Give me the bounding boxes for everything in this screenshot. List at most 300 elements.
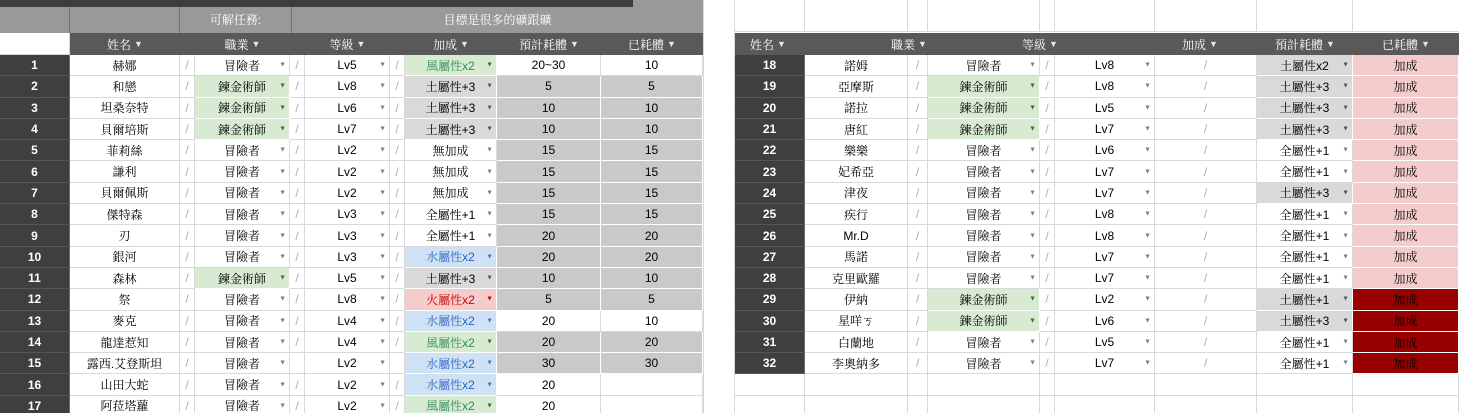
empty-cell <box>735 396 805 413</box>
attribute-dropdown[interactable]: 土屬性+3 ▼ <box>1257 76 1353 97</box>
used-cost-cell[interactable] <box>601 396 703 413</box>
filter-icon[interactable]: ▼ <box>918 39 927 49</box>
name-cell[interactable]: Mr.D <box>805 225 908 246</box>
bonus-status-cell[interactable]: 加成 <box>1353 119 1459 140</box>
name-cell[interactable]: 銀河 <box>70 247 180 268</box>
row-number: 3 <box>0 98 70 119</box>
job-dropdown[interactable]: 冒險者 ▼ <box>928 55 1040 76</box>
separator-cell: / <box>180 268 195 289</box>
job-dropdown[interactable]: 冒險者 ▼ <box>928 225 1040 246</box>
bonus-dropdown[interactable]: 無加成 ▼ <box>405 140 497 161</box>
separator-cell: / <box>390 76 405 97</box>
bonus-status-cell[interactable]: 加成 <box>1353 268 1459 289</box>
level-dropdown[interactable]: Lv2 ▼ <box>305 396 390 413</box>
job-dropdown[interactable]: 鍊金術師 ▼ <box>195 119 290 140</box>
estimated-cost-cell[interactable]: 10 <box>497 119 601 140</box>
job-dropdown[interactable]: 冒險者 ▼ <box>928 332 1040 353</box>
row-number: 5 <box>0 140 70 161</box>
separator-cell: / <box>290 119 305 140</box>
bonus-status-cell[interactable]: 加成 <box>1353 225 1459 246</box>
estimated-cost-cell[interactable]: 5 <box>497 76 601 97</box>
job-dropdown[interactable]: 冒險者 ▼ <box>928 268 1040 289</box>
used-cost-cell[interactable]: 15 <box>601 140 703 161</box>
name-cell[interactable]: 馬諾 <box>805 247 908 268</box>
name-cell[interactable]: 克里歐羅 <box>805 268 908 289</box>
attribute-dropdown[interactable]: 土屬性+3 ▼ <box>1257 98 1353 119</box>
attribute-dropdown[interactable]: 土屬性+1 ▼ <box>1257 289 1353 310</box>
empty-cell <box>1040 374 1055 395</box>
dropdown-arrow-icon: ▼ <box>379 295 386 303</box>
empty-cell <box>928 374 1040 395</box>
separator-cell: / <box>180 161 195 182</box>
name-cell[interactable]: 祭 <box>70 289 180 310</box>
name-cell[interactable]: 星咩ㄎ <box>805 311 908 332</box>
estimated-cost-cell[interactable]: 15 <box>497 140 601 161</box>
filter-icon[interactable]: ▼ <box>667 39 676 49</box>
dropdown-arrow-icon: ▼ <box>279 104 286 112</box>
estimated-cost-cell[interactable]: 15 <box>497 183 601 204</box>
separator-cell: / <box>180 374 195 395</box>
name-cell[interactable]: 諾拉 <box>805 98 908 119</box>
row-number: 4 <box>0 119 70 140</box>
bonus-dropdown[interactable]: 土屬性+3 ▼ <box>405 76 497 97</box>
level-dropdown[interactable]: Lv8 ▼ <box>305 289 390 310</box>
job-dropdown[interactable]: 冒險者 ▼ <box>195 332 290 353</box>
empty-cell <box>928 396 1040 413</box>
filter-icon[interactable]: ▼ <box>356 39 366 49</box>
attribute-dropdown[interactable]: 全屬性+1 ▼ <box>1257 140 1353 161</box>
bonus-dropdown[interactable]: 風屬性x2 ▼ <box>405 332 497 353</box>
used-cost-cell[interactable]: 20 <box>601 225 703 246</box>
bonus-status-cell[interactable]: 加成 <box>1353 55 1459 76</box>
bonus-dropdown[interactable]: 全屬性+1 ▼ <box>405 225 497 246</box>
dropdown-arrow-icon: ▼ <box>1342 359 1349 367</box>
used-cost-cell[interactable]: 10 <box>601 268 703 289</box>
separator-cell: / <box>180 353 195 374</box>
dropdown-arrow-icon: ▼ <box>279 232 286 240</box>
estimated-cost-cell[interactable]: 20~30 <box>497 55 601 76</box>
name-cell[interactable]: 露西.艾登斯坦 <box>70 353 180 374</box>
level-dropdown[interactable]: Lv7 ▼ <box>1055 353 1155 374</box>
separator-cell: / <box>390 311 405 332</box>
bonus-dropdown[interactable]: 風屬性x2 ▼ <box>405 55 497 76</box>
dropdown-arrow-icon: ▼ <box>486 274 493 282</box>
estimated-cost-cell[interactable]: 20 <box>497 374 601 395</box>
separator-cell: / <box>180 140 195 161</box>
filter-icon[interactable]: ▼ <box>570 39 579 49</box>
separator-cell: / <box>1155 332 1257 353</box>
bonus-status-cell[interactable]: 加成 <box>1353 98 1459 119</box>
separator-cell: / <box>390 55 405 76</box>
dropdown-arrow-icon: ▼ <box>486 61 493 69</box>
attribute-dropdown[interactable]: 土屬性+3 ▼ <box>1257 311 1353 332</box>
separator-cell: / <box>1040 119 1055 140</box>
job-dropdown[interactable]: 冒險者 ▼ <box>928 247 1040 268</box>
separator-cell: / <box>290 183 305 204</box>
dropdown-arrow-icon: ▼ <box>1144 189 1151 197</box>
name-cell[interactable]: 龍達惹知 <box>70 332 180 353</box>
level-dropdown[interactable]: Lv7 ▼ <box>1055 247 1155 268</box>
separator-cell: / <box>180 289 195 310</box>
job-dropdown[interactable]: 冒險者 ▼ <box>195 225 290 246</box>
estimated-cost-cell[interactable]: 15 <box>497 204 601 225</box>
level-dropdown[interactable]: Lv3 ▼ <box>305 225 390 246</box>
separator-cell: / <box>1040 225 1055 246</box>
right-table <box>735 55 1459 413</box>
separator-cell: / <box>290 289 305 310</box>
dropdown-arrow-icon: ▼ <box>1144 295 1151 303</box>
used-cost-cell[interactable]: 10 <box>601 119 703 140</box>
attribute-dropdown[interactable]: 全屬性+1 ▼ <box>1257 161 1353 182</box>
level-dropdown[interactable]: Lv2 ▼ <box>305 140 390 161</box>
job-dropdown[interactable]: 鍊金術師 ▼ <box>928 98 1040 119</box>
job-dropdown[interactable]: 鍊金術師 ▼ <box>928 311 1040 332</box>
job-dropdown[interactable]: 冒險者 ▼ <box>195 311 290 332</box>
name-cell[interactable]: 李奧納多 <box>805 353 908 374</box>
dropdown-arrow-icon: ▼ <box>1029 338 1036 346</box>
name-cell[interactable]: 謙利 <box>70 161 180 182</box>
level-dropdown[interactable]: Lv7 ▼ <box>1055 119 1155 140</box>
name-cell[interactable]: 樂樂 <box>805 140 908 161</box>
separator-cell: / <box>180 247 195 268</box>
bonus-status-cell[interactable]: 加成 <box>1353 353 1459 374</box>
separator-cell: / <box>1155 76 1257 97</box>
separator-cell: / <box>390 396 405 413</box>
name-cell[interactable]: 坦桑奈特 <box>70 98 180 119</box>
attribute-dropdown[interactable]: 全屬性+1 ▼ <box>1257 204 1353 225</box>
attribute-dropdown[interactable]: 全屬性+1 ▼ <box>1257 247 1353 268</box>
bonus-status-cell[interactable]: 加成 <box>1353 183 1459 204</box>
job-dropdown[interactable]: 鍊金術師 ▼ <box>195 268 290 289</box>
separator-cell: / <box>908 353 928 374</box>
level-dropdown[interactable]: Lv2 ▼ <box>1055 289 1155 310</box>
empty-cell <box>1040 396 1055 413</box>
job-dropdown[interactable]: 冒險者 ▼ <box>195 374 290 395</box>
bonus-status-cell[interactable]: 加成 <box>1353 332 1459 353</box>
job-dropdown[interactable]: 冒險者 ▼ <box>928 161 1040 182</box>
name-cell[interactable]: 津夜 <box>805 183 908 204</box>
dropdown-arrow-icon: ▼ <box>279 381 286 389</box>
dropdown-arrow-icon: ▼ <box>379 381 386 389</box>
level-dropdown[interactable]: Lv3 ▼ <box>305 247 390 268</box>
name-cell[interactable]: 伊納 <box>805 289 908 310</box>
dropdown-arrow-icon: ▼ <box>1342 253 1349 261</box>
filter-icon[interactable]: ▼ <box>1326 39 1335 49</box>
dropdown-arrow-icon: ▼ <box>1342 317 1349 325</box>
job-dropdown[interactable]: 冒險者 ▼ <box>928 204 1040 225</box>
level-dropdown[interactable]: Lv2 ▼ <box>305 353 390 374</box>
level-dropdown[interactable]: Lv7 ▼ <box>305 119 390 140</box>
estimated-cost-cell[interactable]: 20 <box>497 311 601 332</box>
filter-icon[interactable]: ▼ <box>1049 39 1058 49</box>
attribute-dropdown[interactable]: 全屬性+1 ▼ <box>1257 332 1353 353</box>
dropdown-arrow-icon: ▼ <box>1029 210 1036 218</box>
top-row-strip <box>0 0 633 7</box>
name-cell[interactable]: 貝爾佩斯 <box>70 183 180 204</box>
job-dropdown[interactable]: 冒險者 ▼ <box>195 140 290 161</box>
dropdown-arrow-icon: ▼ <box>1029 104 1036 112</box>
job-dropdown[interactable]: 鍊金術師 ▼ <box>195 76 290 97</box>
bonus-dropdown[interactable]: 土屬性+3 ▼ <box>405 119 497 140</box>
dropdown-arrow-icon: ▼ <box>379 359 386 367</box>
bonus-status-cell[interactable]: 加成 <box>1353 311 1459 332</box>
used-cost-cell[interactable]: 5 <box>601 289 703 310</box>
bonus-dropdown[interactable]: 無加成 ▼ <box>405 183 497 204</box>
used-cost-cell[interactable]: 30 <box>601 353 703 374</box>
separator-cell: / <box>1155 98 1257 119</box>
job-dropdown[interactable]: 冒險者 ▼ <box>195 353 290 374</box>
job-dropdown[interactable]: 冒險者 ▼ <box>195 289 290 310</box>
row-number: 11 <box>0 268 70 289</box>
separator-cell: / <box>180 119 195 140</box>
separator-cell: / <box>180 311 195 332</box>
name-cell[interactable]: 疾行 <box>805 204 908 225</box>
header-bonus: 加成 ▼ <box>1182 37 1218 52</box>
row-number: 22 <box>735 140 805 161</box>
bonus-status-cell[interactable]: 加成 <box>1353 289 1459 310</box>
name-cell[interactable]: 亞摩斯 <box>805 76 908 97</box>
job-dropdown[interactable]: 鍊金術師 ▼ <box>928 76 1040 97</box>
dropdown-arrow-icon: ▼ <box>1029 82 1036 90</box>
level-dropdown[interactable]: Lv8 ▼ <box>1055 225 1155 246</box>
level-dropdown[interactable]: Lv2 ▼ <box>305 374 390 395</box>
dropdown-arrow-icon: ▼ <box>279 317 286 325</box>
separator-cell: / <box>908 332 928 353</box>
job-dropdown[interactable]: 鍊金術師 ▼ <box>195 98 290 119</box>
empty-cell <box>1155 374 1257 395</box>
level-dropdown[interactable]: Lv8 ▼ <box>305 76 390 97</box>
job-dropdown[interactable]: 冒險者 ▼ <box>195 183 290 204</box>
filter-icon[interactable]: ▼ <box>134 39 143 49</box>
separator-cell: / <box>390 183 405 204</box>
bonus-dropdown[interactable]: 水屬性x2 ▼ <box>405 247 497 268</box>
name-cell[interactable]: 阿菈塔蘿 <box>70 396 180 413</box>
separator-cell: / <box>1155 247 1257 268</box>
bonus-status-cell[interactable]: 加成 <box>1353 140 1459 161</box>
bonus-status-cell[interactable]: 加成 <box>1353 161 1459 182</box>
estimated-cost-cell[interactable]: 15 <box>497 161 601 182</box>
estimated-cost-cell[interactable]: 20 <box>497 396 601 413</box>
estimated-cost-cell[interactable]: 10 <box>497 98 601 119</box>
attribute-dropdown[interactable]: 土屬性x2 ▼ <box>1257 55 1353 76</box>
name-cell[interactable]: 菲莉絲 <box>70 140 180 161</box>
bonus-status-cell[interactable]: 加成 <box>1353 247 1459 268</box>
row-number: 2 <box>0 76 70 97</box>
level-dropdown[interactable]: Lv6 ▼ <box>305 98 390 119</box>
bonus-status-cell[interactable]: 加成 <box>1353 204 1459 225</box>
separator-cell: / <box>908 76 928 97</box>
bonus-dropdown[interactable]: 水屬性x2 ▼ <box>405 311 497 332</box>
row-number: 19 <box>735 76 805 97</box>
level-dropdown[interactable]: Lv5 ▼ <box>1055 332 1155 353</box>
job-dropdown[interactable]: 冒險者 ▼ <box>195 161 290 182</box>
dropdown-arrow-icon: ▼ <box>486 253 493 261</box>
estimated-cost-cell[interactable]: 20 <box>497 332 601 353</box>
separator-cell: / <box>290 247 305 268</box>
used-cost-cell[interactable] <box>601 374 703 395</box>
separator-cell <box>390 353 405 374</box>
bonus-dropdown[interactable]: 土屬性+3 ▼ <box>405 98 497 119</box>
row-number: 27 <box>735 247 805 268</box>
dropdown-arrow-icon: ▼ <box>379 189 386 197</box>
job-dropdown[interactable]: 冒險者 ▼ <box>195 204 290 225</box>
bonus-dropdown[interactable]: 水屬性x2 ▼ <box>405 353 497 374</box>
dropdown-arrow-icon: ▼ <box>486 168 493 176</box>
dropdown-arrow-icon: ▼ <box>1342 104 1349 112</box>
separator-cell: / <box>1040 247 1055 268</box>
level-dropdown[interactable]: Lv7 ▼ <box>1055 161 1155 182</box>
bonus-dropdown[interactable]: 火屬性x2 ▼ <box>405 289 497 310</box>
row-number: 7 <box>0 183 70 204</box>
attribute-dropdown[interactable]: 全屬性+1 ▼ <box>1257 353 1353 374</box>
level-dropdown[interactable]: Lv6 ▼ <box>1055 311 1155 332</box>
separator-cell: / <box>1155 204 1257 225</box>
bonus-dropdown[interactable]: 全屬性+1 ▼ <box>405 204 497 225</box>
estimated-cost-cell[interactable]: 20 <box>497 225 601 246</box>
level-dropdown[interactable]: Lv2 ▼ <box>305 161 390 182</box>
filter-icon[interactable]: ▼ <box>251 39 261 49</box>
used-cost-cell[interactable]: 20 <box>601 332 703 353</box>
dropdown-arrow-icon: ▼ <box>1144 274 1151 282</box>
name-cell[interactable]: 刃 <box>70 225 180 246</box>
separator-cell: / <box>1155 119 1257 140</box>
used-cost-cell[interactable]: 10 <box>601 311 703 332</box>
level-dropdown[interactable]: Lv8 ▼ <box>1055 76 1155 97</box>
bonus-dropdown[interactable]: 風屬性x2 ▼ <box>405 396 497 413</box>
filter-icon[interactable]: ▼ <box>1421 39 1430 49</box>
separator-cell: / <box>1155 55 1257 76</box>
level-dropdown[interactable]: Lv8 ▼ <box>1055 55 1155 76</box>
header-bonus: 加成 ▼ <box>433 37 469 52</box>
level-dropdown[interactable]: Lv4 ▼ <box>305 332 390 353</box>
estimated-cost-cell[interactable]: 30 <box>497 353 601 374</box>
empty-cell <box>735 374 805 395</box>
separator-cell: / <box>390 289 405 310</box>
used-cost-cell[interactable]: 15 <box>601 161 703 182</box>
task-label-cell: 可解任務: <box>180 0 292 33</box>
name-cell[interactable]: 唐紅 <box>805 119 908 140</box>
filter-icon[interactable]: ▼ <box>1209 39 1218 49</box>
attribute-dropdown[interactable]: 全屬性+1 ▼ <box>1257 268 1353 289</box>
dropdown-arrow-icon: ▼ <box>1342 82 1349 90</box>
name-cell[interactable]: 森林 <box>70 268 180 289</box>
row-number: 24 <box>735 183 805 204</box>
level-dropdown[interactable]: Lv4 ▼ <box>305 311 390 332</box>
attribute-dropdown[interactable]: 土屬性+3 ▼ <box>1257 119 1353 140</box>
name-cell[interactable]: 貝爾培斯 <box>70 119 180 140</box>
separator-cell: / <box>290 332 305 353</box>
level-dropdown[interactable]: Lv6 ▼ <box>1055 140 1155 161</box>
dropdown-arrow-icon: ▼ <box>379 104 386 112</box>
level-dropdown[interactable]: Lv7 ▼ <box>1055 183 1155 204</box>
filter-icon[interactable]: ▼ <box>777 39 786 49</box>
used-cost-cell[interactable]: 15 <box>601 204 703 225</box>
bonus-dropdown[interactable]: 水屬性x2 ▼ <box>405 374 497 395</box>
separator-cell: / <box>908 311 928 332</box>
level-dropdown[interactable]: Lv5 ▼ <box>305 268 390 289</box>
job-dropdown[interactable]: 冒險者 ▼ <box>928 353 1040 374</box>
separator-cell: / <box>908 289 928 310</box>
name-cell[interactable]: 赫娜 <box>70 55 180 76</box>
job-dropdown[interactable]: 冒險者 ▼ <box>928 140 1040 161</box>
dropdown-arrow-icon: ▼ <box>379 168 386 176</box>
dropdown-arrow-icon: ▼ <box>279 82 286 90</box>
estimated-cost-cell[interactable]: 20 <box>497 247 601 268</box>
name-cell[interactable]: 傑特森 <box>70 204 180 225</box>
job-dropdown[interactable]: 冒險者 ▼ <box>195 55 290 76</box>
separator-cell: / <box>1040 98 1055 119</box>
used-cost-cell[interactable]: 20 <box>601 247 703 268</box>
used-cost-cell[interactable]: 15 <box>601 183 703 204</box>
dropdown-arrow-icon: ▼ <box>1144 338 1151 346</box>
header-job: 職業 ▼ <box>224 37 261 52</box>
row-number: 23 <box>735 161 805 182</box>
attribute-dropdown[interactable]: 土屬性+3 ▼ <box>1257 183 1353 204</box>
row-number: 21 <box>735 119 805 140</box>
job-dropdown[interactable]: 鍊金術師 ▼ <box>928 289 1040 310</box>
separator-cell: / <box>908 204 928 225</box>
name-cell[interactable]: 麥克 <box>70 311 180 332</box>
level-dropdown[interactable]: Lv5 ▼ <box>1055 98 1155 119</box>
task-goal-cell: 目標是很多的礦跟礦 <box>443 12 552 27</box>
name-cell[interactable]: 和戀 <box>70 76 180 97</box>
row-number: 25 <box>735 204 805 225</box>
bonus-dropdown[interactable]: 土屬性+3 ▼ <box>405 268 497 289</box>
separator-cell: / <box>290 225 305 246</box>
dropdown-arrow-icon: ▼ <box>379 317 386 325</box>
name-cell[interactable]: 山田大蛇 <box>70 374 180 395</box>
bonus-status-cell[interactable]: 加成 <box>1353 76 1459 97</box>
separator-cell: / <box>908 183 928 204</box>
level-dropdown[interactable]: Lv2 ▼ <box>305 183 390 204</box>
dropdown-arrow-icon: ▼ <box>279 168 286 176</box>
separator-cell: / <box>1040 204 1055 225</box>
dropdown-arrow-icon: ▼ <box>279 402 286 410</box>
separator-cell: / <box>1040 289 1055 310</box>
level-dropdown[interactable]: Lv3 ▼ <box>305 204 390 225</box>
job-dropdown[interactable]: 冒險者 ▼ <box>195 396 290 413</box>
dropdown-arrow-icon: ▼ <box>1342 168 1349 176</box>
job-dropdown[interactable]: 鍊金術師 ▼ <box>928 119 1040 140</box>
used-cost-cell[interactable]: 10 <box>601 98 703 119</box>
dropdown-arrow-icon: ▼ <box>1144 210 1151 218</box>
dropdown-arrow-icon: ▼ <box>1029 359 1036 367</box>
dropdown-arrow-icon: ▼ <box>1342 232 1349 240</box>
estimated-cost-cell[interactable]: 10 <box>497 268 601 289</box>
dropdown-arrow-icon: ▼ <box>1342 295 1349 303</box>
estimated-cost-cell[interactable]: 5 <box>497 289 601 310</box>
separator-cell: / <box>1155 268 1257 289</box>
filter-icon[interactable]: ▼ <box>460 39 469 49</box>
empty-cell <box>1055 396 1155 413</box>
separator-cell: / <box>1040 268 1055 289</box>
job-dropdown[interactable]: 冒險者 ▼ <box>195 247 290 268</box>
name-cell[interactable]: 白蘭地 <box>805 332 908 353</box>
level-dropdown[interactable]: Lv7 ▼ <box>1055 268 1155 289</box>
bonus-dropdown[interactable]: 無加成 ▼ <box>405 161 497 182</box>
name-cell[interactable]: 諾姆 <box>805 55 908 76</box>
used-cost-cell[interactable]: 5 <box>601 76 703 97</box>
separator-cell: / <box>1155 225 1257 246</box>
name-cell[interactable]: 妃希亞 <box>805 161 908 182</box>
used-cost-cell[interactable]: 10 <box>601 55 703 76</box>
level-dropdown[interactable]: Lv8 ▼ <box>1055 204 1155 225</box>
gridline <box>703 0 704 413</box>
level-dropdown[interactable]: Lv5 ▼ <box>305 55 390 76</box>
attribute-dropdown[interactable]: 全屬性+1 ▼ <box>1257 225 1353 246</box>
dropdown-arrow-icon: ▼ <box>1144 232 1151 240</box>
job-dropdown[interactable]: 冒險者 ▼ <box>928 183 1040 204</box>
